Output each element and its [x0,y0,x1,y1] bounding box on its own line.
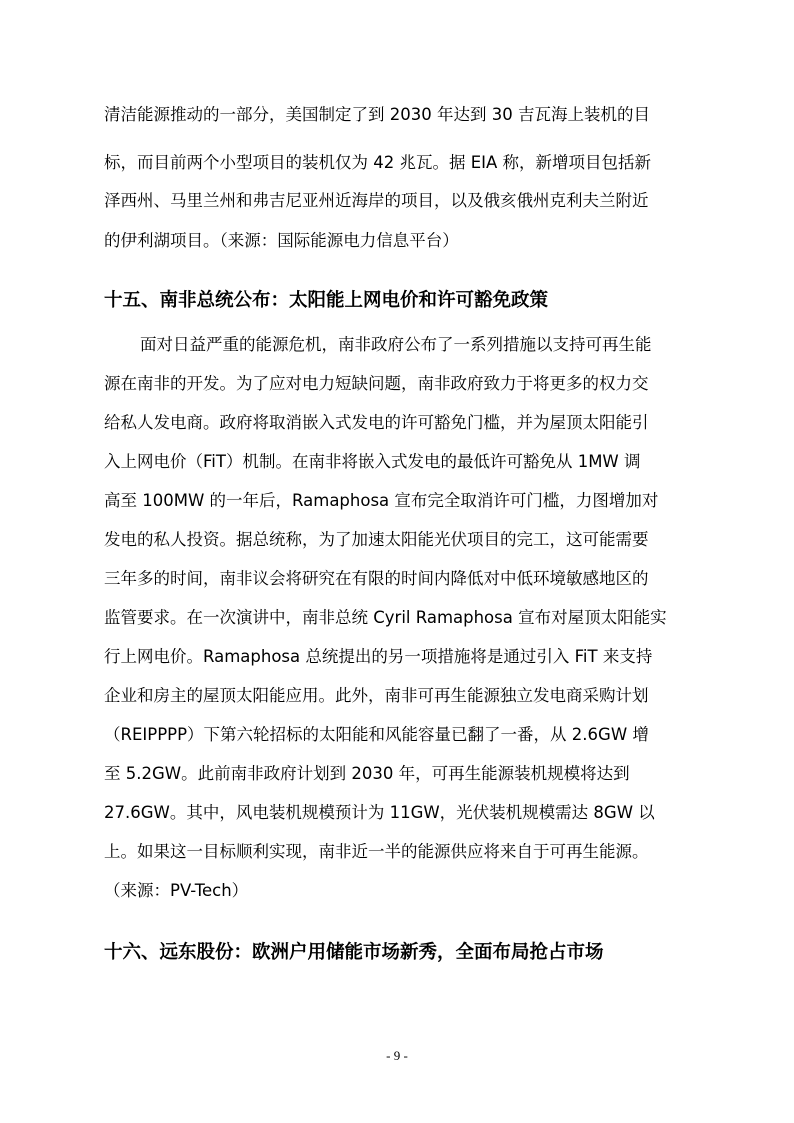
paragraph-line: （REIPPPP）下第六轮招标的太阳能和风能容量已翻了一番，从 2.6GW 增 [104,725,649,744]
page-number: - 9 - [386,1048,408,1063]
paragraph-line: 监管要求。在一次演讲中，南非总统 Cyril Ramaphosa 宣布对屋顶太阳能实 [104,608,667,627]
paragraph-line: 入上网电价（FiT）机制。在南非将嵌入式发电的最低许可豁免从 1MW 调 [104,452,641,471]
paragraph-line: 高至 100MW 的一年后，Ramaphosa 宣布完全取消许可门槛，力图增加对 [104,491,659,510]
paragraph-line: 的伊利湖项目。（来源：国际能源电力信息平台） [104,231,459,250]
section-heading-16: 十六、远东股份：欧洲户用储能市场新秀，全面布局抢占市场 [104,942,604,963]
paragraph-line: 上。如果这一目标顺利实现，南非近一半的能源供应将来自于可再生能源。 [104,842,649,861]
paragraph-line: 源在南非的开发。为了应对电力短缺问题，南非政府致力于将更多的权力交 [104,374,649,393]
paragraph-line: 至 5.2GW。此前南非政府计划到 2030 年，可再生能源装机规模将达到 [104,764,630,783]
paragraph-line: 发电的私人投资。据总统称，为了加速太阳能光伏项目的完工，这可能需要 [104,530,649,549]
paragraph-line: 27.6GW。其中，风电装机规模预计为 11GW，光伏装机规模需达 8GW 以 [104,803,655,822]
paragraph-line: 三年多的时间，南非议会将研究在有限的时间内降低对中低环境敏感地区的 [104,569,649,588]
paragraph-line: 给私人发电商。政府将取消嵌入式发电的许可豁免门槛，并为屋顶太阳能引 [104,413,649,432]
paragraph-line: 面对日益严重的能源危机，南非政府公布了一系列措施以支持可再生能 [140,335,652,354]
paragraph-line: 泽西州、马里兰州和弗吉尼亚州近海岸的项目，以及俄亥俄州克利夫兰附近 [104,191,649,210]
paragraph-line: 企业和房主的屋顶太阳能应用。此外，南非可再生能源独立发电商采购计划 [104,686,649,705]
paragraph-line: 行上网电价。Ramaphosa 总统提出的另一项措施将是通过引入 FiT 来支持 [104,647,653,666]
paragraph-line: 清洁能源推动的一部分，美国制定了到 2030 年达到 30 吉瓦海上装机的目 [104,105,650,124]
paragraph-line: （来源：PV-Tech） [104,881,249,900]
section-heading-15: 十五、南非总统公布：太阳能上网电价和许可豁免政策 [104,290,549,311]
paragraph-line: 标，而目前两个小型项目的装机仅为 42 兆瓦。据 EIA 称，新增项目包括新 [104,153,652,172]
